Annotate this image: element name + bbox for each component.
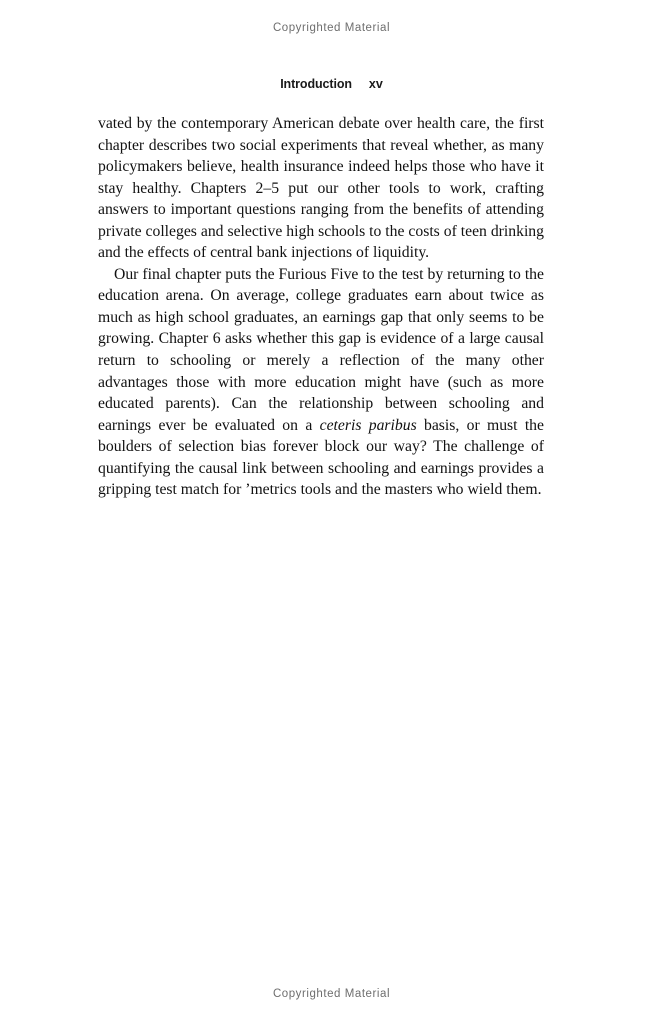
copyright-watermark-bottom: Copyrighted Material [272, 988, 391, 1000]
copyright-watermark-top: Copyrighted Material [272, 22, 391, 34]
running-head [0, 77, 663, 91]
body-textblock [98, 113, 544, 501]
paragraph: vated by the contemporary American debate over health care, the first chapter describes two social experiments that reveal whether, as many policymakers believe, health insurance indeed helps those who have it stay healthy. Chapters 2–5 put our other tools to work, crafting answers to important questions ranging from the benefits of attending private colleges and selective high schools to the costs of teen drinking and the effects of central bank injections of liquidity. [98, 115, 544, 262]
running-head-title: Introduction [280, 77, 352, 91]
paragraph: Our final chapter puts the Furious Five to the test by returning to the education arena. On average, college graduates earn about twice as much as high school graduates, an earnings gap that only seems to be growing. Chapter 6 asks whether this gap is evidence of a large causal return to schooling or merely a reflection of the many other advantages those with more education might have (such as more educated parents). Can the relationship between schooling and earnings ever be evaluated on a ceteris paribus basis, or must the boulders of selection bias forever block our way? The challenge of quantifying the causal link between schooling and earnings provides a gripping test match for ’metrics tools and the masters who wield them. [98, 265, 544, 499]
italic-phrase: ceteris paribus [319, 416, 417, 434]
running-head-folio: xv [368, 77, 383, 91]
